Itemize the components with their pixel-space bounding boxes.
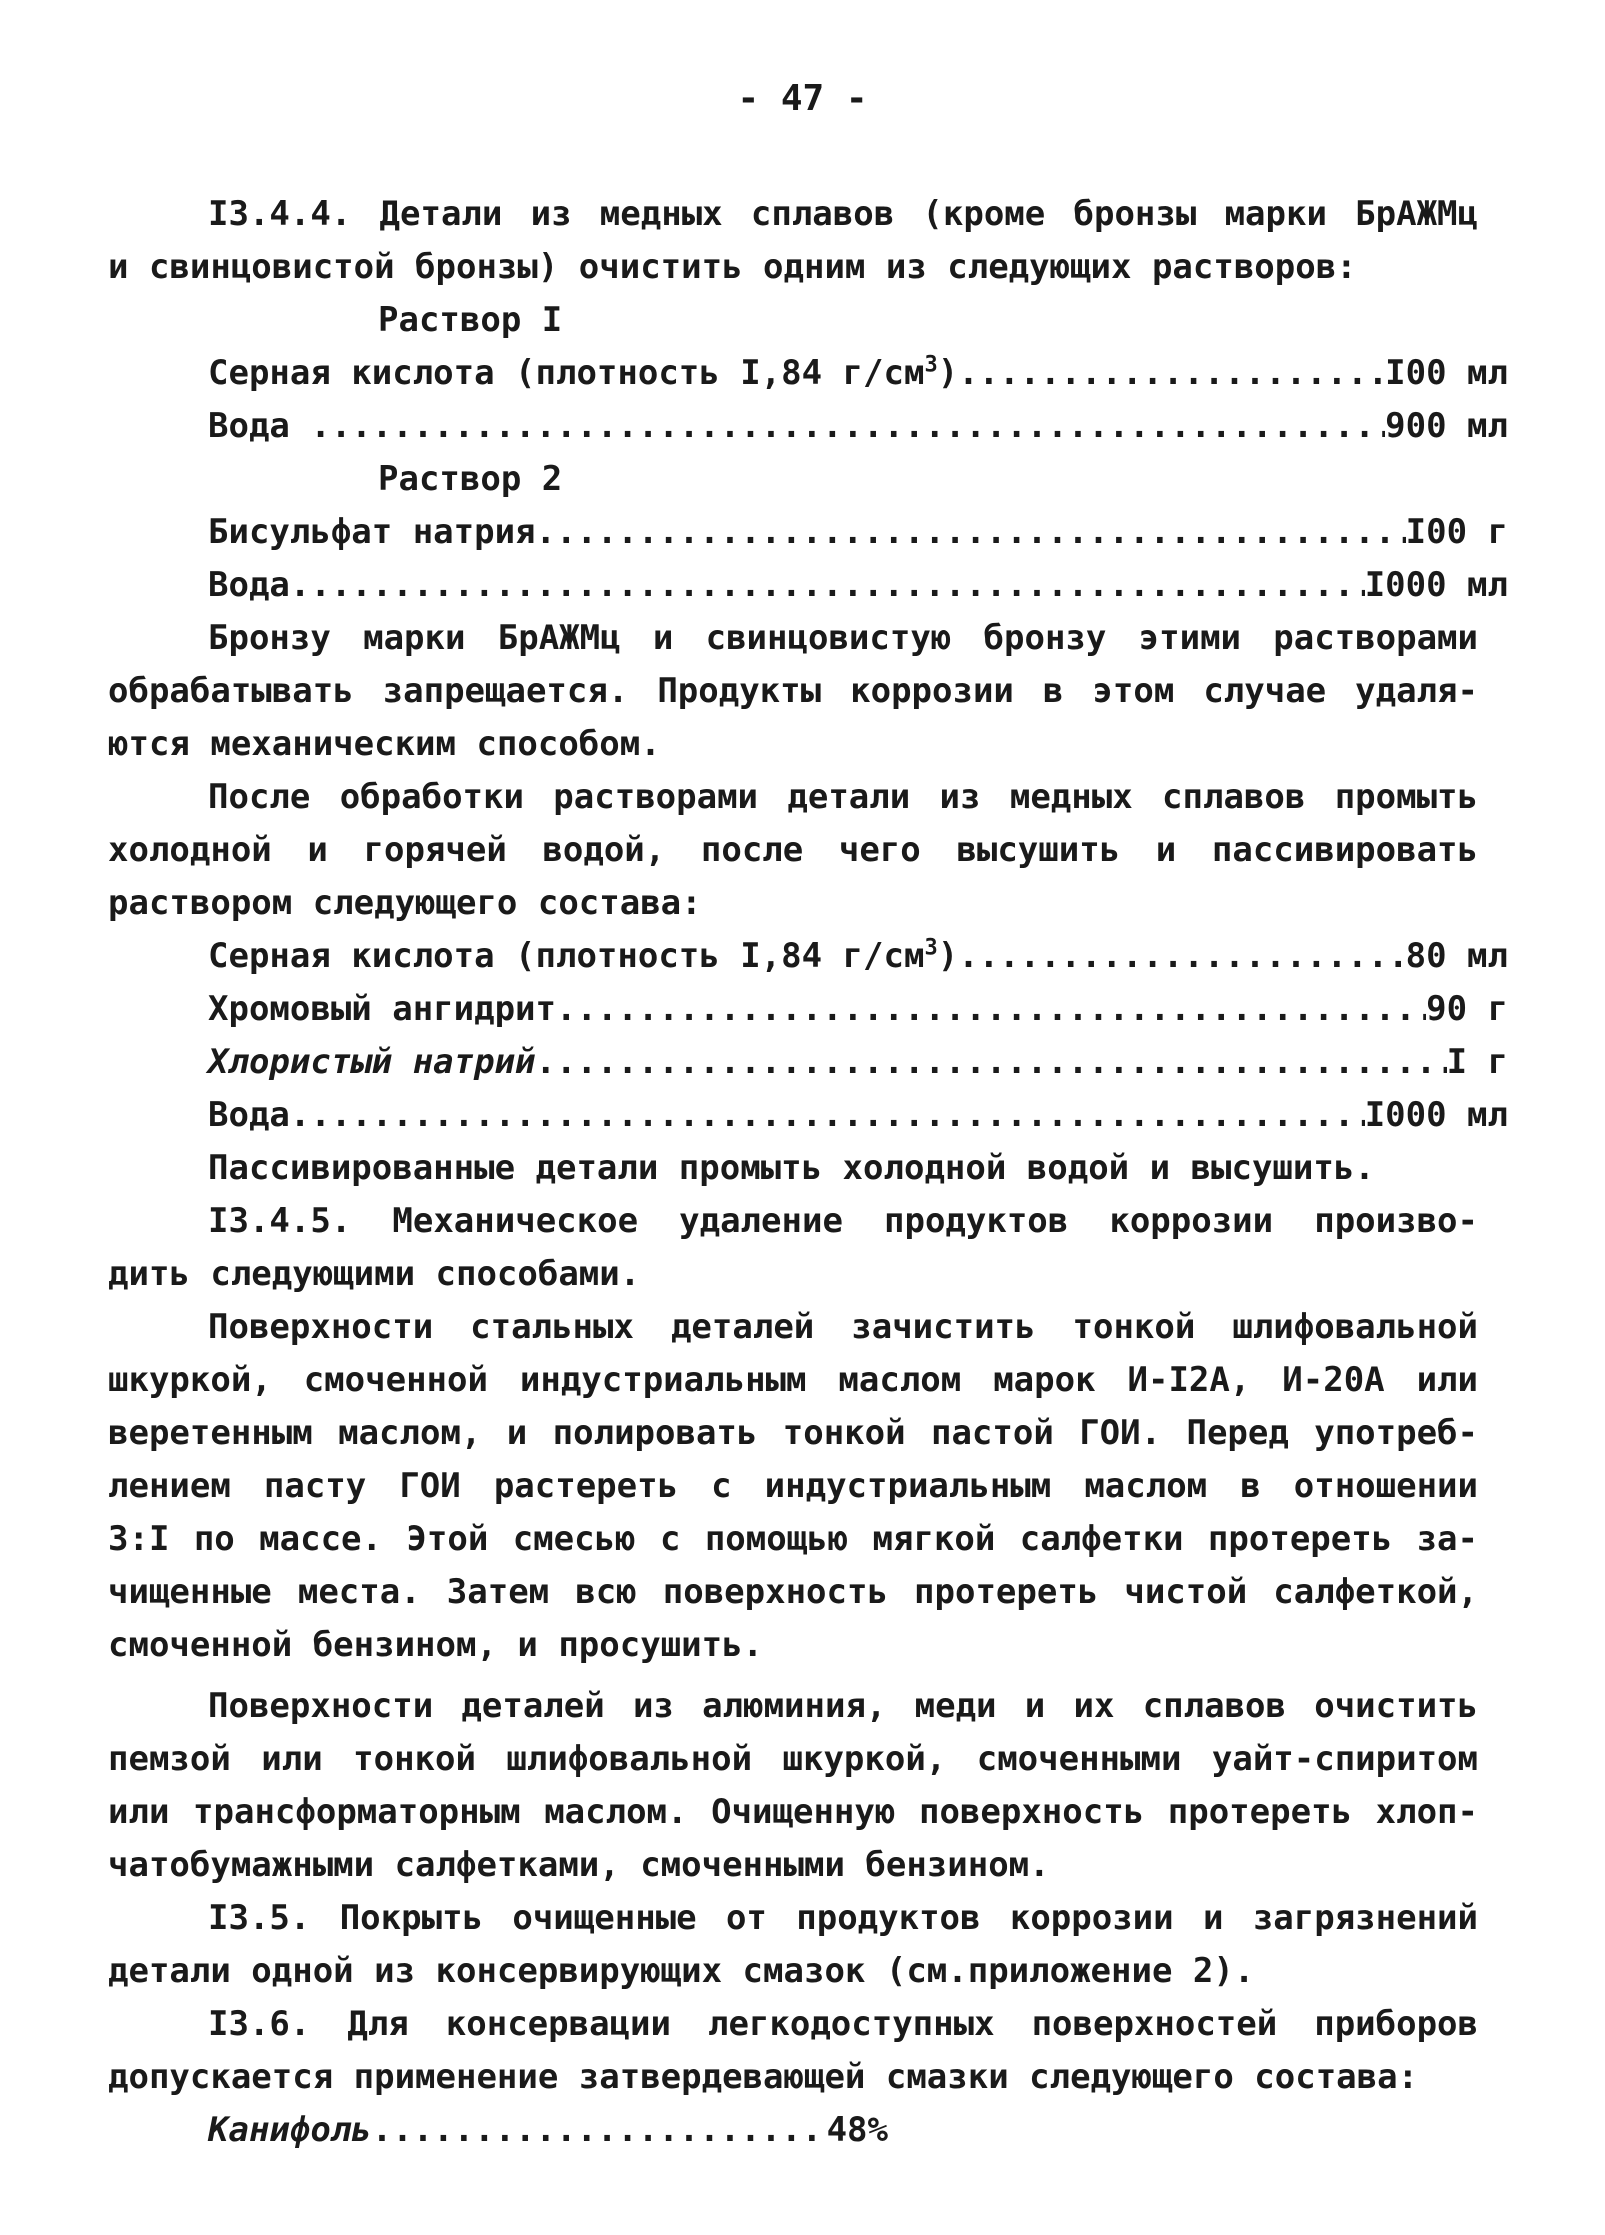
text-line: или трансформаторным маслом. Очищенную поверхность протереть хлоп-: [108, 1792, 1478, 1832]
text-line: чищенные места. Затем всю поверхность протереть чистой салфеткой,: [108, 1572, 1478, 1612]
formula-row: [108, 930, 1508, 983]
formula-row: [108, 347, 1508, 400]
text-line: шкуркой, смоченной индустриальным маслом марок И-I2А, И-20А или: [108, 1360, 1478, 1400]
ingredient-name-tail: ): [937, 936, 959, 976]
ingredient-name-text: Вода: [208, 1095, 290, 1135]
text-line: После обработки растворами детали из медных сплавов промыть: [208, 777, 1478, 817]
ingredient-quantity: I00 г: [1405, 512, 1508, 552]
text-line: пемзой или тонкой шлифовальной шкуркой, смоченными уайт-спиритом: [108, 1739, 1478, 1779]
ingredient-quantity: 900 мл: [1385, 406, 1508, 446]
text-line: 3:I по массе. Этой смесью с помощью мягкой салфетки протереть за-: [108, 1519, 1478, 1559]
text-line: допускается применение затвердевающей смазки следующего состава:: [108, 2057, 1419, 2097]
solution-heading: Раствор 2: [378, 459, 563, 499]
ingredient-quantity: I000 мл: [1364, 1095, 1508, 1135]
ingredient-name-text: Хромовый ангидрит: [208, 989, 556, 1029]
ingredient-name-text: Серная кислота (плотность I,84 г/см: [208, 353, 925, 393]
unit-superscript: 3: [924, 935, 938, 961]
text-line: I3.6. Для консервации легкодоступных поверхностей приборов: [208, 2004, 1478, 2044]
text-line: Поверхности стальных деталей зачистить тонкой шлифовальной: [208, 1307, 1478, 1347]
ingredient-name-text: Вода: [208, 406, 311, 446]
ingredient-name: [208, 347, 958, 400]
text-line: I3.5. Покрыть очищенные от продуктов коррозии и загрязнений: [208, 1898, 1478, 1938]
ingredient-name-text: Хлористый натрий: [208, 1042, 536, 1082]
ingredient-name: [208, 400, 310, 453]
dot-leader: [536, 506, 1406, 559]
formula-row: [108, 400, 1508, 453]
formula-row: [108, 1089, 1508, 1142]
ingredient-name-tail: ): [937, 353, 959, 393]
ingredient-quantity: I г: [1446, 1042, 1508, 1082]
ingredient-name: [208, 983, 556, 1036]
text-line: холодной и горячей водой, после чего высушить и пассивировать: [108, 830, 1478, 870]
formula-row: [108, 983, 1508, 1036]
text-line: лением пасту ГОИ растереть с индустриальным маслом в отношении: [108, 1466, 1478, 1506]
text-line: Бронзу марки БрАЖМц и свинцовистую бронзу этими растворами: [208, 618, 1478, 658]
dot-leader: [290, 1089, 1365, 1142]
text-line: детали одной из консервирующих смазок (см.приложение 2).: [108, 1951, 1255, 1991]
formula-row: [108, 559, 1508, 612]
ingredient-name: [208, 2104, 372, 2157]
dot-leader: [536, 1036, 1447, 1089]
dot-leader: [310, 400, 1385, 453]
ingredient-name: [208, 930, 958, 983]
ingredient-name: [208, 559, 290, 612]
ingredient-quantity: I000 мл: [1364, 565, 1508, 605]
ingredient-quantity: 48%: [826, 2110, 888, 2150]
unit-superscript: 3: [924, 352, 938, 378]
ingredient-name-text: Серная кислота (плотность I,84 г/см: [208, 936, 925, 976]
ingredient-quantity: 80 мл: [1405, 936, 1508, 976]
text-line: дить следующими способами.: [108, 1254, 641, 1294]
ingredient-name-text: Вода: [208, 565, 290, 605]
formula-row: [108, 2104, 888, 2157]
document-body: [108, 188, 1508, 2157]
text-line: раствором следующего состава:: [108, 883, 702, 923]
text-line: ются механическим способом.: [108, 724, 661, 764]
text-line: обрабатывать запрещается. Продукты коррозии в этом случае удаля-: [108, 671, 1478, 711]
solution-heading: Раствор I: [378, 300, 563, 340]
text-line: Поверхности деталей из алюминия, меди и их сплавов очистить: [208, 1686, 1478, 1726]
dot-leader: [372, 2104, 827, 2157]
page-number: - 47 -: [737, 78, 868, 119]
dot-leader: [958, 347, 1385, 400]
text-line: Пассивированные детали промыть холодной водой и высушить.: [208, 1148, 1375, 1188]
dot-leader: [556, 983, 1426, 1036]
text-line: чатобумажными салфетками, смоченными бензином.: [108, 1845, 1050, 1885]
text-line: веретенным маслом, и полировать тонкой пастой ГОИ. Перед употреб-: [108, 1413, 1478, 1453]
dot-leader: [290, 559, 1365, 612]
ingredient-name-text: Канифоль: [208, 2110, 372, 2150]
text-line: I3.4.5. Механическое удаление продуктов коррозии произво-: [208, 1201, 1478, 1241]
ingredient-quantity: I00 мл: [1385, 353, 1508, 393]
ingredient-name: [208, 506, 536, 559]
ingredient-name: [208, 1089, 290, 1142]
formula-row: [108, 506, 1508, 559]
ingredient-quantity: 90 г: [1426, 989, 1508, 1029]
text-line: и свинцовистой бронзы) очистить одним из следующих растворов:: [108, 247, 1357, 287]
text-line: I3.4.4. Детали из медных сплавов (кроме бронзы марки БрАЖМц: [208, 194, 1478, 234]
text-line: смоченной бензином, и просушить.: [108, 1625, 764, 1665]
ingredient-name: [208, 1036, 536, 1089]
dot-leader: [958, 930, 1405, 983]
formula-row: [108, 1036, 1508, 1089]
ingredient-name-text: Бисульфат натрия: [208, 512, 536, 552]
